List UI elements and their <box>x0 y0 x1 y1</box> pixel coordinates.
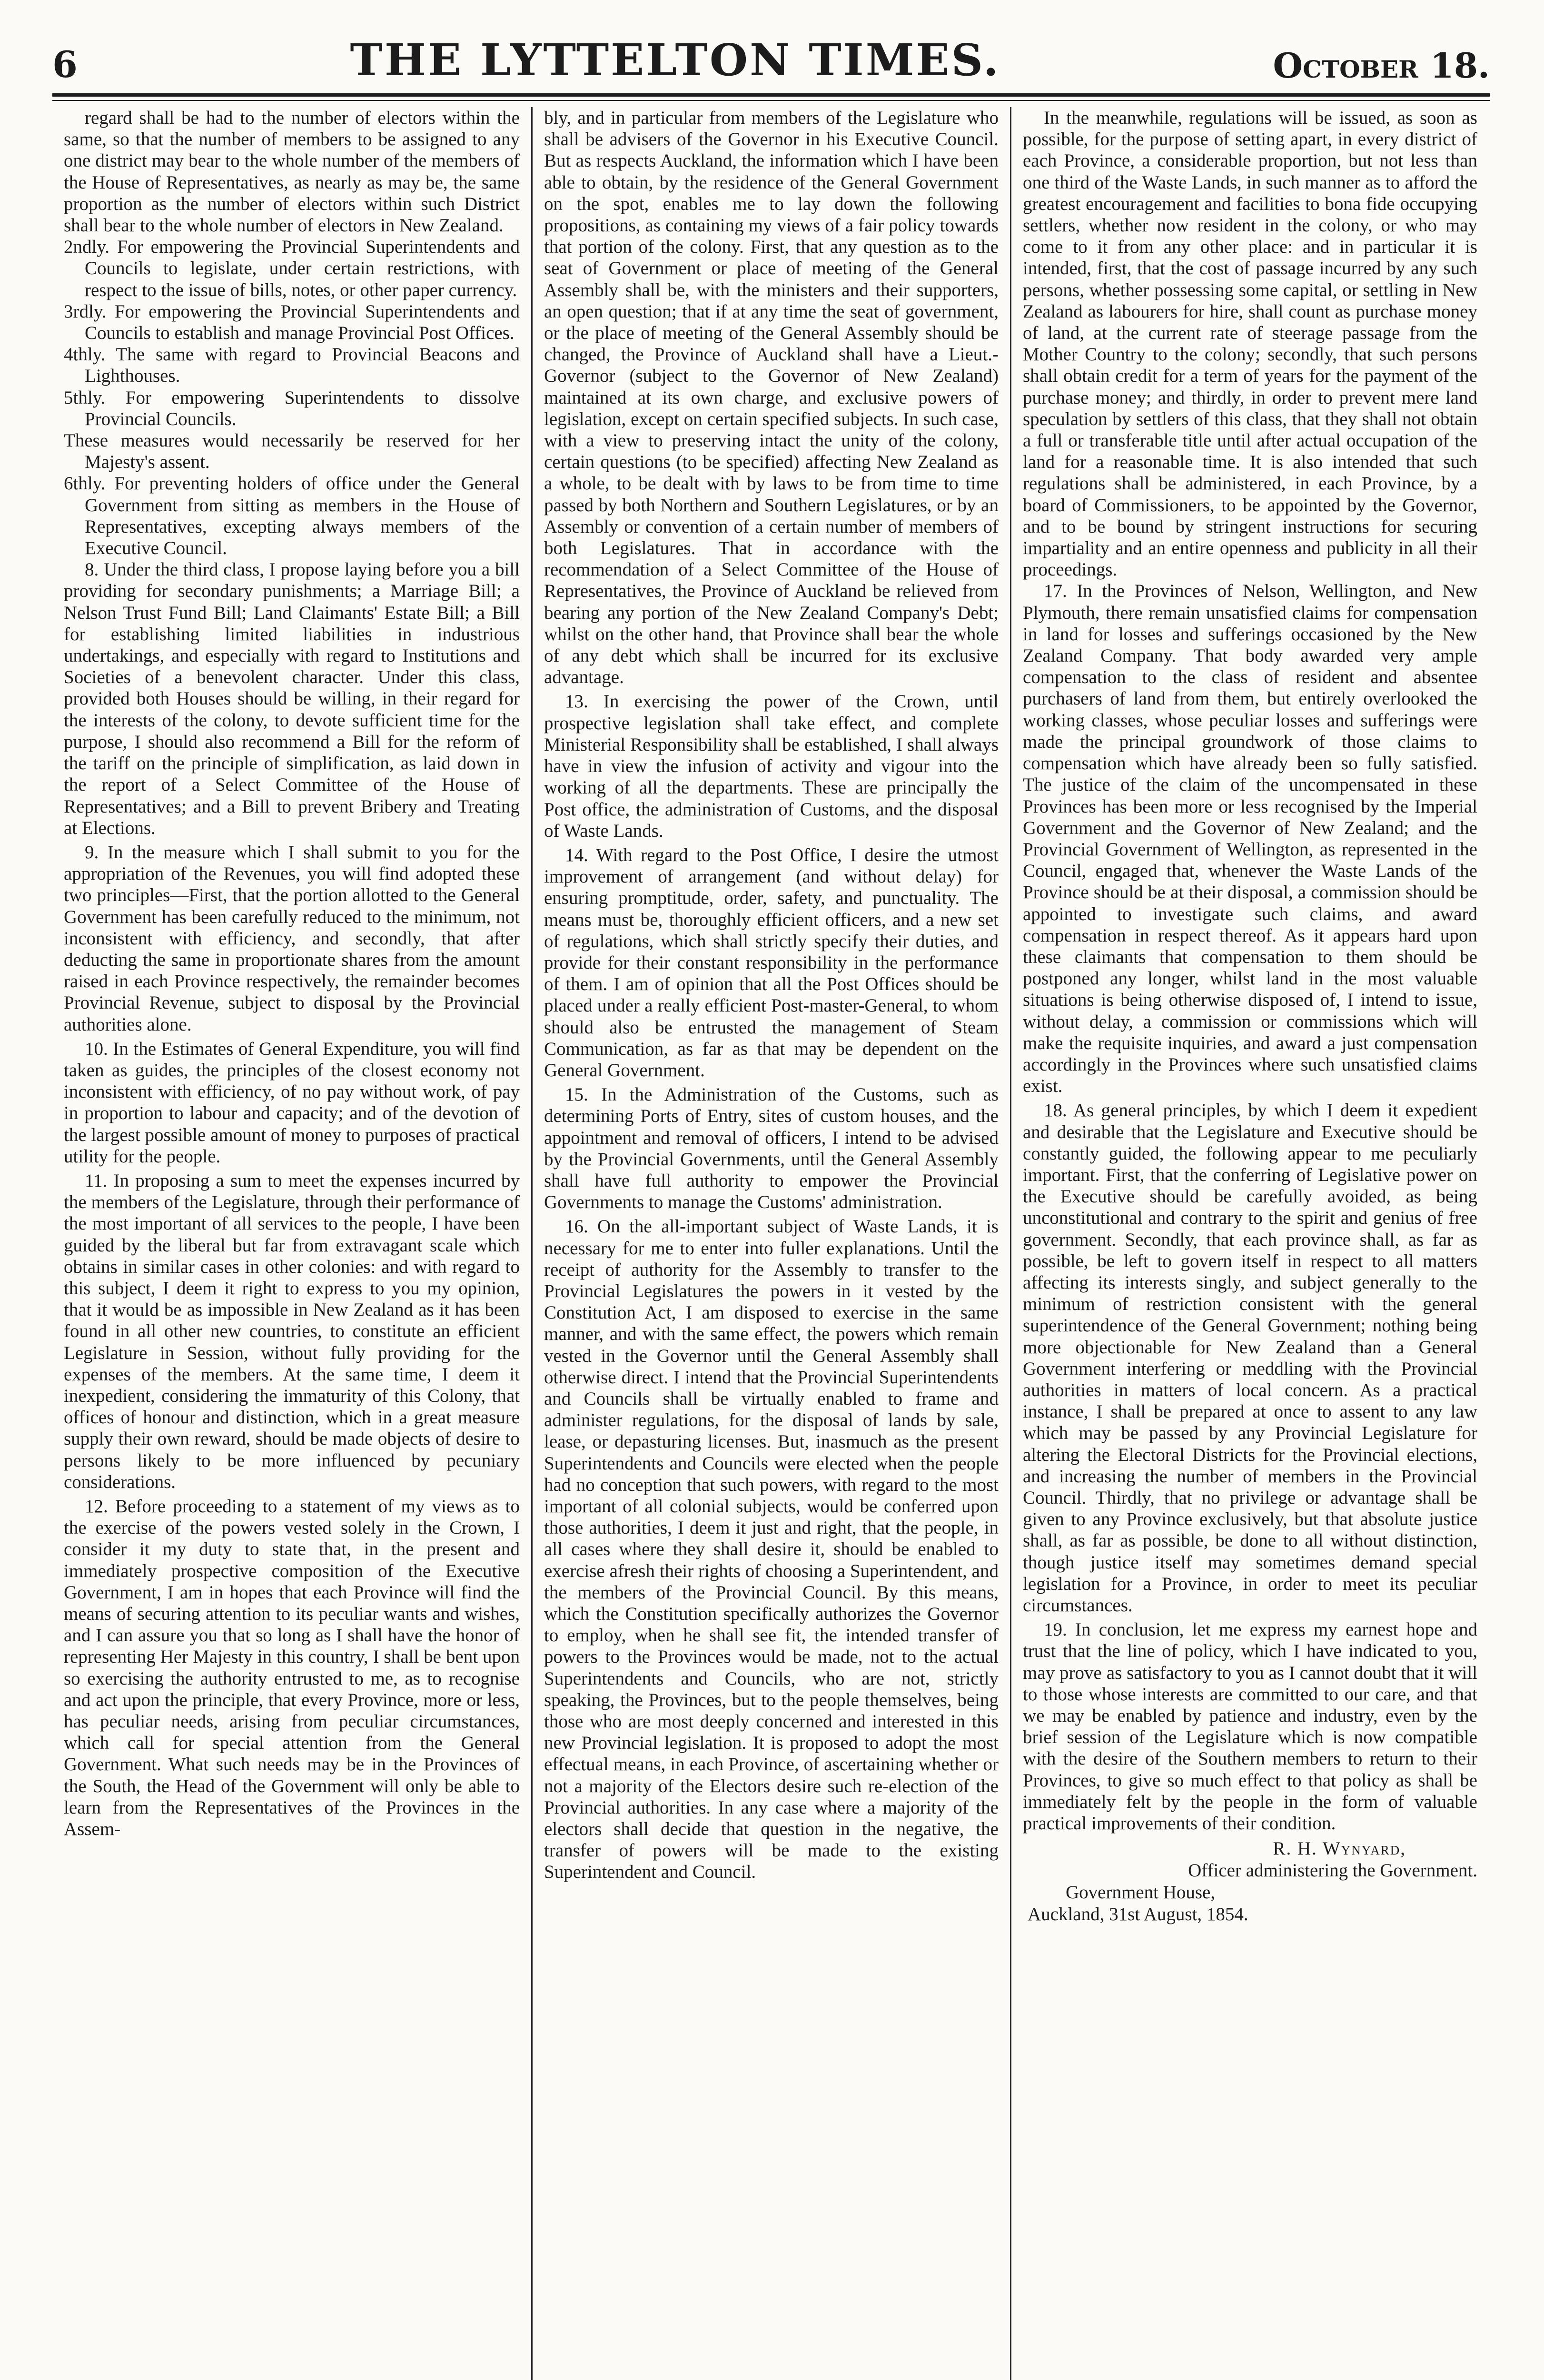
article-paragraph: 5thly. For empowering Superintendents to dissolve Provincial Councils. <box>64 387 520 429</box>
newspaper-title: THE LYTTELTON TIMES. <box>350 34 1000 86</box>
signature-block <box>1023 1838 1477 1925</box>
masthead-rule-thin <box>52 100 1490 101</box>
article-columns <box>52 107 1490 2380</box>
article-paragraph: 8. Under the third class, I propose laying before you a bill providing for secondary punishments; a Marriage Bill; a Nelson Trust Fund Bill; Land Claimants' Estate Bill; a Bill for establishing limited liabilities in industrious undertakings, and especially with regard to Institutions and Societies of a benevolent character. Under this class, provided both Houses should be willing, in their regard for the interests of the colony, to devote sufficient time for the purpose, I should also recommend a Bill for the reform of the tariff on the principle of simplification, as laid down in the report of a Select Committee of the House of Representatives; and a Bill to prevent Bribery and Treating at Elections. <box>64 559 520 838</box>
article-paragraph: 4thly. The same with regard to Provincial Beacons and Lighthouses. <box>64 344 520 387</box>
article-paragraph: 17. In the Provinces of Nelson, Wellington, and New Plymouth, there remain unsatisfied claims for compensation in land for losses and sufferings occasioned by the New Zealand Company. That body awarded very ample compensation to the class of resident and absentee purchasers of land from them, but entirely overlooked the working classes, whose peculiar losses and sufferings were made the principal groundwork of those claims to compensation which have already been so fully satisfied. The justice of the claim of the uncompensated in these Provinces has been more or less recognised by the Imperial Government and the Governor of New Zealand; and the Provincial Government of Wellington, as represented in the Council, engaged that, whenever the Waste Lands of the Province should be at their disposal, a commission should be appointed to investigate such claims, and award compensation in respect thereof. As it appears hard upon these claimants that compensation to them should be postponed any longer, whilst land in the most valuable situations is being otherwise disposed of, I intend to issue, without delay, a commission or commissions which will make the requisite inquiries, and award a just compensation accordingly in the Provinces where such unsatisfied claims exist. <box>1023 581 1477 1097</box>
article-paragraph: 2ndly. For empowering the Provincial Superintendents and Councils to legislate, under certain restrictions, with respect to the issue of bills, notes, or other paper currency. <box>64 237 520 300</box>
page-number: 6 <box>52 43 78 86</box>
article-paragraph: 18. As general principles, by which I deem it expedient and desirable that the Legislature and Executive should be constantly guided, the following appear to me peculiarly important. First, that the conferring of Legislative power on the Executive should be carefully avoided, as being unconstitutional and contrary to the spirit and genius of free government. Secondly, that each province shall, as far as possible, be left to govern itself in respect to all matters affecting its interests singly, and subject generally to the minimum of restriction consistent with the general superintendence of the General Government; nothing being more objectionable for New Zealand than a General Government interfering or meddling with the Provincial authorities in matters of local concern. As a practical instance, I shall be prepared at once to assent to any law which may be passed by any Provincial Legislature for altering the Electoral Districts for the Provincial elections, and increasing the number of members in the Provincial Council. Thirdly, that no privilege or advantage shall be given to any Province exclusively, but that absolute justice shall, as far as possible, be done to all without distinction, though justice itself may sometimes demand special legislation for a Province, in order to meet its peculiar circumstances. <box>1023 1100 1477 1616</box>
column-3 <box>1010 107 1489 2380</box>
article-paragraph: 15. In the Administration of the Customs, such as determining Ports of Entry, sites of custom houses, and the appointment and removal of officers, I intend to be advised by the Provincial Governments, until the General Assembly shall have full authority to empower the Provincial Governments to manage the Customs' administration. <box>544 1084 999 1213</box>
signature-title: Officer administering the Government. <box>1188 1860 1477 1881</box>
article-paragraph: 16. On the all-important subject of Waste Lands, it is necessary for me to enter into fuller explanations. Until the receipt of authority for the Assembly to transfer to the Provincial Legislatures the powers in it vested by the Constitution Act, I am disposed to exercise in the same manner, and with the same effect, the powers which remain vested in the Governor until the General Assembly shall otherwise direct. I intend that the Provincial Superintendents and Councils shall be virtually enabled to frame and administer regulations, for the disposal of lands by sale, lease, or depasturing licenses. But, inasmuch as the present Superintendents and Councils were elected when the people had no conception that such powers, with regard to the most important of all colonial subjects, would be conferred upon those authorities, I deem it just and right, that the people, in all cases where they shall desire it, should be enabled to exercise afresh their rights of choosing a Superintendent, and the members of the Provincial Council. By this means, which the Constitution specifically authorizes the Governor to employ, when he shall see fit, the intended transfer of powers to the Provinces would be made, not to the actual Superintendents and Councils, who are not, strictly speaking, the Provinces, but to the people themselves, being those who are most deeply concerned and interested in this new Provincial legislation. It is proposed to adopt the most effectual means, in each Province, of ascertaining whether or not a majority of the Electors desire such re-election of the Provincial authorities. In any case where a majority of the electors shall decide that question in the negative, the transfer of powers will be made to the existing Superintendent and Council. <box>544 1216 999 1883</box>
article-paragraph: 3rdly. For empowering the Provincial Superintendents and Councils to establish and manage Provincial Post Offices. <box>64 301 520 344</box>
article-paragraph: In the meanwhile, regulations will be issued, as soon as possible, for the purpose of setting apart, in every district of each Province, a considerable proportion, but not less than one third of the Waste Lands, in such manner as to afford the greatest encouragement and facilities to bona fide occupying settlers, whether now resident in the colony, or who may come to it from any other place: and in particular it is intended, first, that the cost of passage incurred by any such persons, whether possessing some capital, or settling in New Zealand as labourers for hire, shall count as purchase money of land, at the current rate of steerage passage from the Mother Country to the colony; secondly, that such persons shall obtain credit for a term of years for the payment of the purchase money; and thirdly, in order to prevent mere land speculation by settlers of this class, that they shall not obtain a full or transferable title until after actual occupation of the land for a reasonable time. It is also intended that such regulations shall be administered, in each Province, by a board of Commissioners, to be appointed by the Governor, and to be bound by stringent instructions for securing impartiality and an entire openness and publicity in all their proceedings. <box>1023 108 1477 580</box>
article-paragraph: 11. In proposing a sum to meet the expenses incurred by the members of the Legislature, through their performance of the most important of all services to the people, I have been guided by the liberal but far from extravagant scale which obtains in similar cases in other colonies: and with regard to this subject, I deem it right to express to you my opinion, that it would be as impossible in New Zealand as it has been found in all other new countries, to constitute an efficient Legislature in Session, without fully providing for the expenses of the members. At the same time, I deem it inexpedient, considering the immaturity of this Colony, that offices of honour and distinction, which in a great measure supply their own reward, should be made objects of desire to persons likely to be more influenced by pecuniary considerations. <box>64 1170 520 1492</box>
masthead-rule <box>52 93 1490 97</box>
article-paragraph: regard shall be had to the number of electors within the same, so that the number of members to be assigned to any one district may bear to the whole number of the members of the House of Representatives, as nearly as may be, the same proportion as the number of electors within such District shall bear to the whole number of electors in New Zealand. <box>64 108 520 236</box>
article-paragraph: bly, and in particular from members of the Legislature who shall be advisers of the Governor in his Executive Council. But as respects Auckland, the information which I have been able to obtain, by the residence of the General Government on the spot, enables me to lay down the following propositions, as containing my views of a fair policy towards that portion of the colony. First, that any question as to the seat of Government or place of meeting of the General Assembly shall be, with the ministers and their supporters, an open question; that if at any time the seat of government, or the place of meeting of the General Assembly should be changed, the Province of Auckland shall have a Lieut.-Governor (subject to the Governor of New Zealand) maintained at its own charge, and exclusive powers of legislation, except on certain specified subjects. In such case, with a view to preserving intact the unity of the colony, certain questions (to be specified) affecting New Zealand as a whole, to be dealt with by laws to be from time to time passed by both Northern and Southern Legislatures, or by an Assembly or convention of a certain number of members of both Legislatures. That in accordance with the recommendation of a Select Committee of the House of Representatives, the Province of Auckland be relieved from bearing any portion of the New Zealand Company's Debt; whilst on the other hand, that Province shall bear the whole of any debt which shall be incurred for its exclusive advantage. <box>544 108 999 688</box>
masthead <box>52 33 1490 86</box>
article-paragraph: 9. In the measure which I shall submit to you for the appropriation of the Revenues, you will find adopted these two principles—First, that the portion allotted to the General Government has been carefully reduced to the minimum, not inconsistent with efficiency, and secondly, that after deducting the same in proportionate shares from the amount raised in each Province respectively, the remainder becomes Provincial Revenue, subject to disposal by the Provincial authorities alone. <box>64 842 520 1035</box>
issue-date: October 18. <box>1273 45 1490 86</box>
article-paragraph: 19. In conclusion, let me express my earnest hope and trust that the line of policy, which I have indicated to you, may prove as satisfactory to you as I cannot doubt that it will to those whose interests are committed to our care, and that we may be enabled by patience and industry, even by the brief session of the Legislature which is now compatible with the desire of the Southern members to return to their Provinces, to give so much effect to that policy as shall be immediately felt by the people in the form of valuable practical improvements of their condition. <box>1023 1619 1477 1834</box>
column-2 <box>531 107 1010 2380</box>
article-paragraph: 10. In the Estimates of General Expenditure, you will find taken as guides, the principles of the closest economy not inconsistent with efficiency, of no pay without work, of pay in proportion to labour and capacity; and of the devotion of the largest possible amount of money to purposes of practical utility for the people. <box>64 1038 520 1167</box>
column-1 <box>52 107 531 2380</box>
article-paragraph: 6thly. For preventing holders of office under the General Government from sitting as members in the House of Representatives, excepting always members of the Executive Council. <box>64 473 520 559</box>
article-paragraph: 12. Before proceeding to a statement of my views as to the exercise of the powers vested solely in the Crown, I consider it my duty to state that, in the present and immediately prospective composition of the Executive Government, I am in hopes that each Province will find the means of securing attention to its peculiar wants and wishes, and I can assure you that so long as I shall have the honor of representing Her Majesty in this country, I shall be bent upon so exercising the authority entrusted to me, as to recognise and act upon the principle, that every Province, more or less, has peculiar needs, arising from peculiar circumstances, which call for special attention from the General Government. What such needs may be in the Provinces of the South, the Head of the Government will only be able to learn from the Representatives of the Provinces in the Assem- <box>64 1496 520 1840</box>
article-paragraph: 13. In exercising the power of the Crown, until prospective legislation shall take effect, and complete Ministerial Responsibility shall be established, I shall always have in view the infusion of activity and vigour into the working of all the departments. These are principally the Post office, the administration of Customs, and the disposal of Waste Lands. <box>544 691 999 841</box>
article-paragraph: These measures would necessarily be reserved for her Majesty's assent. <box>64 430 520 473</box>
signature-name: R. H. Wynyard, <box>1273 1838 1406 1859</box>
article-paragraph: 14. With regard to the Post Office, I desire the utmost improvement of arrangement (and without delay) for ensuring promptitude, order, safety, and punctuality. The means must be, thoroughly efficient officers, and a new set of regulations, which shall strictly specify their duties, and provide for their constant responsibility in the performance of them. I am of opinion that all the Post Offices should be placed under a really efficient Post-master-General, to whom should also be entrusted the management of Steam Communication, as far as that may be dependent on the General Government. <box>544 844 999 1081</box>
signature-place: Government House, <box>1066 1882 1216 1903</box>
signature-date: Auckland, 31st August, 1854. <box>1028 1904 1248 1925</box>
